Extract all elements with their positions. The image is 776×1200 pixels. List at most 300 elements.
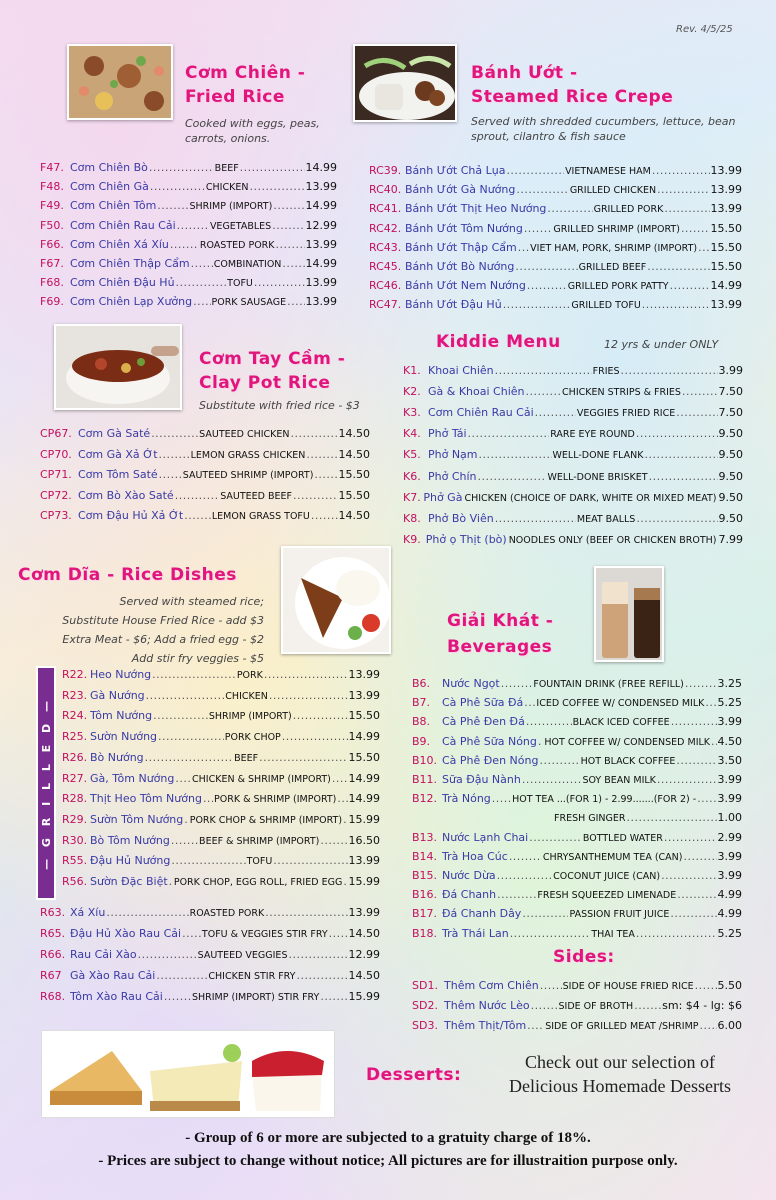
- claypot-desc: Substitute with fried rice - $3: [199, 399, 360, 412]
- menu-item-name: Nước Lạnh Chai: [442, 830, 529, 844]
- leader-dots: [291, 427, 338, 441]
- menu-item-code: F49.: [40, 199, 64, 213]
- leader-dots: [697, 792, 716, 806]
- leader-dots: [151, 427, 198, 441]
- menu-item-name: Thêm Thịt/Tôm: [444, 1019, 527, 1032]
- menu-item-row: [62, 689, 380, 704]
- leader-dots: [149, 161, 214, 175]
- leader-dots: [273, 854, 347, 868]
- menu-item-price: 12.99: [305, 218, 337, 232]
- leader-dots: [106, 906, 188, 920]
- menu-item-name: Cà Phê Sữa Nóng: [442, 734, 537, 748]
- menu-item-row: [40, 180, 337, 195]
- menu-item-row: [369, 183, 742, 198]
- menu-item-name: Bánh Ướt Bò Nướng: [405, 260, 515, 273]
- menu-item-price: 15.50: [710, 221, 743, 235]
- menu-item-code: B14.: [412, 849, 438, 863]
- leader-dots: [159, 448, 190, 462]
- menu-item-price: 15.50: [710, 260, 742, 273]
- leader-dots: [670, 279, 710, 293]
- menu-item-name: Thêm Cơm Chiên: [444, 979, 539, 992]
- rice-dishes-title: Cơm Dĩa - Rice Dishes: [18, 565, 237, 585]
- coffee-photo: [594, 566, 664, 662]
- menu-item-code: F48.: [40, 180, 64, 194]
- leader-dots: [621, 364, 718, 378]
- menu-item-name: Bò Nướng: [90, 750, 144, 764]
- menu-item-price: 12.99: [348, 948, 380, 961]
- leader-dots: [184, 509, 211, 523]
- menu-item-price: 15.50: [338, 488, 370, 502]
- menu-item-row: [412, 735, 742, 750]
- menu-item-description: VIETNAMESE HAM: [565, 166, 651, 177]
- menu-item-price: 9.50: [718, 511, 744, 525]
- menu-item-row: [412, 979, 742, 994]
- menu-item-name: Cơm Gà Saté: [78, 427, 151, 440]
- menu-item-code: RC45.: [369, 260, 402, 273]
- menu-item-description: COCONUT JUICE (CAN): [553, 871, 661, 882]
- menu-item-description: BOTTLED WATER: [582, 832, 663, 844]
- menu-item-row: [412, 999, 742, 1014]
- menu-item-price: 9.50: [718, 448, 744, 462]
- leader-dots: [265, 906, 347, 920]
- menu-item-price: 14.50: [338, 447, 371, 461]
- menu-item-price: 5.25: [717, 696, 743, 710]
- menu-item-name: Đá Chanh Dây: [442, 907, 522, 921]
- leader-dots: [510, 927, 591, 941]
- menu-item-code: F50.: [40, 218, 64, 232]
- leader-dots: [191, 257, 213, 271]
- leader-dots: [636, 927, 717, 941]
- menu-item-description: CHICKEN STRIPS & FRIES: [562, 387, 681, 399]
- menu-item-description: NOODLES ONLY (BEEF OR CHICKEN BROTH): [508, 534, 717, 546]
- claypot-title-en: Clay Pot Rice: [199, 373, 331, 393]
- leader-dots: [698, 241, 709, 255]
- menu-item-code: R66.: [40, 948, 66, 961]
- leader-dots: [249, 180, 304, 194]
- menu-item-code: SD2.: [412, 999, 438, 1012]
- rice-crepe-photo: [353, 44, 457, 122]
- menu-item-price: 3.99: [717, 715, 742, 729]
- menu-item-name: Đậu Hủ Nướng: [90, 854, 171, 868]
- menu-item-row: [62, 668, 380, 683]
- menu-item-description: VIET HAM, PORK, SHRIMP (IMPORT): [530, 242, 698, 254]
- leader-dots: [531, 999, 558, 1013]
- menu-item-row: [369, 164, 742, 179]
- menu-item-price: 9.50: [718, 427, 743, 441]
- rice-note-3: Extra Meat - $6; Add a fried egg - $2: [62, 633, 264, 646]
- leader-dots: [282, 257, 304, 271]
- menu-item-name: Tôm Nướng: [90, 709, 153, 723]
- menu-item-price: 14.50: [338, 427, 371, 440]
- footer-line-2: - Prices are subject to change without notice; All pictures are for illustraition purpose only.: [98, 1153, 678, 1169]
- menu-item-name: Nước Ngọt: [442, 677, 500, 690]
- leader-dots: [159, 468, 182, 482]
- menu-item-name: Sườn Đặc Biệt: [90, 875, 168, 888]
- menu-item-price: 13.99: [348, 668, 381, 681]
- beverages-title-en: Beverages: [447, 637, 553, 657]
- menu-item-code: R65.: [40, 927, 66, 940]
- menu-item-row: [403, 533, 743, 548]
- leader-dots: [516, 183, 568, 197]
- menu-item-name: Cơm Đậu Hủ Xả Ớt: [78, 509, 184, 522]
- menu-item-price: 9.50: [718, 490, 743, 504]
- menu-item-code: K3.: [403, 406, 421, 420]
- menu-item-name: Thêm Nước Lèo: [444, 999, 530, 1012]
- menu-item-description: GRILLED PORK PATTY: [567, 281, 669, 293]
- menu-item-description: BEEF: [214, 163, 239, 174]
- menu-item-name: Khoai Chiên: [428, 364, 494, 377]
- menu-item-price: 15.50: [348, 709, 380, 723]
- leader-dots: [671, 715, 717, 729]
- leader-dots: [526, 385, 562, 399]
- menu-item-row: [412, 773, 742, 788]
- leader-dots: [529, 831, 582, 845]
- kiddie-title: Kiddie Menu: [436, 332, 561, 352]
- leader-dots: [705, 696, 716, 710]
- leader-dots: [138, 948, 197, 962]
- menu-item-name: Trà Nóng: [442, 792, 491, 806]
- menu-item-name: Cơm Chiên Tôm: [70, 199, 157, 213]
- menu-item-code: RC39.: [369, 164, 402, 177]
- menu-item-row: [62, 772, 380, 787]
- rice-note-1: Served with steamed rice;: [119, 595, 264, 608]
- leader-dots: [636, 427, 718, 441]
- menu-item-description: SAUTEED SHRIMP (IMPORT): [182, 470, 314, 481]
- menu-item-row: [369, 260, 742, 275]
- leader-dots: [314, 468, 337, 482]
- leader-dots: [169, 875, 173, 889]
- leader-dots: [296, 969, 347, 983]
- leader-dots: [254, 276, 305, 290]
- menu-item-name: Bánh Ướt Nem Nướng: [405, 279, 526, 293]
- menu-item-name: Đậu Hủ Xào Rau Cải: [70, 927, 182, 940]
- menu-item-row: [62, 813, 380, 828]
- leader-dots: [182, 927, 201, 941]
- menu-item-code: B11.: [412, 773, 438, 786]
- menu-item-code: B10.: [412, 753, 438, 767]
- menu-item-row: [412, 792, 742, 807]
- menu-item-description: LEMON GRASS CHICKEN: [190, 449, 306, 461]
- crepe-title-vn: Bánh Ướt -: [471, 63, 578, 83]
- menu-item-code: R29.: [62, 812, 88, 826]
- menu-item-description: LEMON GRASS TOFU: [211, 511, 310, 522]
- leader-dots: [682, 385, 718, 399]
- leader-dots: [240, 161, 305, 175]
- leader-dots: [343, 813, 347, 827]
- grilled-label: — G R I L L E D —: [39, 696, 53, 870]
- menu-item-row: [403, 491, 743, 506]
- leader-dots: [700, 1019, 717, 1033]
- leader-dots: [203, 792, 213, 806]
- menu-item-row: [412, 677, 742, 692]
- leader-dots: [177, 219, 209, 233]
- leader-dots: [657, 773, 717, 787]
- menu-item-code: RC47.: [369, 298, 402, 312]
- desserts-line-2: Delicious Homemade Desserts: [509, 1076, 731, 1096]
- menu-item-name: Cà Phê Sữa Đá: [442, 696, 524, 710]
- menu-item-name: Bò Tôm Nướng: [90, 833, 170, 847]
- menu-item-description: ROASTED PORK: [199, 239, 275, 251]
- menu-item-price: 7.99: [718, 532, 743, 546]
- menu-item-name: Bánh Ướt Thịt Heo Nướng: [405, 202, 547, 216]
- menu-item-row: [40, 219, 337, 234]
- menu-item-name: Gà, Tôm Nướng: [90, 771, 175, 785]
- menu-item-row: [412, 888, 742, 903]
- menu-item-description: THAI TEA: [591, 928, 635, 940]
- menu-item-description: WELL-DONE BRISKET: [547, 471, 648, 483]
- leader-dots: [527, 279, 567, 293]
- leader-dots: [515, 260, 577, 274]
- menu-item-price: 3.99: [717, 792, 743, 806]
- leader-dots: [527, 1019, 544, 1033]
- menu-item-description: MEAT BALLS: [576, 513, 636, 525]
- menu-item-description: SAUTEED BEEF: [220, 490, 292, 502]
- menu-item-price: 13.99: [710, 183, 743, 197]
- menu-item-row: [62, 730, 380, 745]
- menu-item-description: VEGGIES FRIED RICE: [576, 408, 676, 420]
- menu-item-row: [40, 468, 370, 483]
- menu-item-price: 15.50: [348, 750, 381, 764]
- desserts-label: Desserts:: [366, 1065, 462, 1085]
- menu-item-row: [412, 715, 742, 730]
- menu-item-code: F67.: [40, 257, 64, 270]
- menu-item-description: HOT COFFEE W/ CONDENSED MILK: [544, 736, 711, 748]
- fried-rice-title-en: Fried Rice: [185, 87, 285, 107]
- menu-item-row: [369, 241, 742, 256]
- menu-item-code: B17.: [412, 907, 438, 921]
- leader-dots: [468, 427, 550, 441]
- menu-item-row: [40, 161, 337, 176]
- desserts-photo: [41, 1030, 335, 1118]
- menu-item-code: RC41.: [369, 202, 402, 216]
- leader-dots: [526, 715, 572, 729]
- leader-dots: [320, 834, 347, 848]
- menu-item-code: B18.: [412, 926, 438, 940]
- menu-item-code: R22.: [62, 668, 88, 681]
- menu-item-row: [40, 509, 370, 524]
- menu-item-price: 3.99: [718, 364, 743, 377]
- menu-item-name: Phở ọ Thịt (bò): [425, 532, 507, 546]
- menu-item-code: R30.: [62, 833, 88, 847]
- menu-item-name: Gà Xào Rau Cải: [70, 969, 156, 982]
- menu-item-description: HOT TEA ...(FOR 1) - 2.99.......(FOR 2) -: [512, 794, 697, 806]
- sides-title: Sides:: [553, 947, 615, 967]
- rice-dishes-notes: [0, 592, 264, 668]
- menu-item-name: Bánh Ướt Gà Nướng: [405, 183, 516, 197]
- leader-dots: [479, 448, 552, 462]
- leader-dots: [184, 813, 188, 827]
- menu-item-price: 14.99: [305, 161, 337, 174]
- leader-dots: [157, 199, 188, 213]
- menu-item-code: CP70.: [40, 447, 72, 461]
- menu-item-description: HOT BLACK COFFEE: [580, 755, 676, 767]
- leader-dots: [306, 448, 337, 462]
- menu-item-code: R25.: [62, 730, 88, 744]
- menu-item-code: K1.: [403, 364, 421, 377]
- menu-item-name: Phở Bò Viên: [428, 511, 494, 525]
- leader-dots: [547, 202, 592, 216]
- leader-dots: [320, 990, 347, 1004]
- leader-dots: [282, 730, 348, 744]
- menu-item-code: R68.: [40, 990, 66, 1003]
- menu-item-name: Sườn Nướng: [90, 730, 158, 744]
- menu-item-description: TOFU: [227, 278, 253, 290]
- menu-item-code: K7.: [403, 490, 421, 504]
- leader-dots: [685, 677, 717, 691]
- menu-item-row: [62, 854, 380, 869]
- menu-item-description: BEEF & SHRIMP (IMPORT): [199, 835, 320, 847]
- leader-dots: [677, 888, 716, 902]
- menu-item-price: 13.99: [710, 298, 743, 312]
- leader-dots: [670, 907, 716, 921]
- menu-item-code: R24.: [62, 709, 88, 723]
- menu-item-price: 14.99: [348, 792, 380, 806]
- menu-item-name: Cơm Chiên Bò: [70, 161, 148, 174]
- menu-item-name: Cơm Tôm Saté: [78, 468, 158, 481]
- menu-item-description: CHICKEN STIR FRY: [208, 971, 296, 982]
- menu-item-price: 7.50: [718, 385, 744, 399]
- menu-item-name: Cơm Bò Xào Saté: [78, 488, 174, 502]
- leader-dots: [170, 238, 199, 252]
- menu-item-row: [412, 831, 742, 846]
- menu-item-name: Gà & Khoai Chiên: [428, 385, 525, 399]
- menu-item-row: [40, 969, 380, 984]
- menu-item-name: Phở Chín: [428, 469, 477, 483]
- leader-dots: [684, 850, 717, 864]
- leader-dots: [492, 792, 511, 806]
- menu-item-code: F69.: [40, 295, 64, 309]
- leader-dots: [636, 512, 717, 526]
- leader-dots: [343, 875, 347, 889]
- menu-item-description: PORK CHOP & SHRIMP (IMPORT): [189, 814, 343, 826]
- menu-item-code: CP67.: [40, 427, 72, 440]
- menu-item-price: 13.99: [348, 906, 380, 919]
- menu-item-row: [40, 927, 380, 942]
- menu-item-row: [40, 948, 380, 963]
- menu-item-row: [62, 875, 380, 890]
- menu-item-name: Nước Dừa: [442, 869, 496, 882]
- menu-item-description: PORK SAUSAGE: [211, 297, 287, 309]
- menu-item-code: R27.: [62, 771, 88, 785]
- menu-item-row: [369, 202, 742, 217]
- menu-item-description: COMBINATION: [213, 259, 282, 270]
- menu-item-row: [412, 907, 742, 922]
- menu-item-code: F47.: [40, 161, 64, 174]
- menu-item-name: Tôm Xào Rau Cải: [70, 990, 163, 1003]
- menu-item-price: 4.99: [717, 888, 742, 902]
- menu-item-code: RC42.: [369, 221, 402, 235]
- menu-item-name: Cơm Chiên Gà: [70, 180, 149, 194]
- menu-item-name: Cơm Chiên Đậu Hủ: [70, 276, 175, 290]
- menu-item-row: [412, 811, 742, 826]
- menu-item-name: Bánh Ướt Chả Lụa: [405, 164, 506, 177]
- menu-item-row: [40, 448, 370, 463]
- menu-item-row: [40, 257, 337, 272]
- leader-dots: [506, 164, 564, 178]
- menu-item-code: K9.: [403, 532, 421, 546]
- menu-item-description: PORK CHOP, EGG ROLL, FRIED EGG: [173, 877, 343, 888]
- leader-dots: [634, 999, 661, 1013]
- menu-item-name: Cơm Chiên Rau Cải: [70, 218, 176, 232]
- menu-item-description: VEGETABLES: [209, 220, 272, 232]
- rice-note-2: Substitute House Fried Rice - add $3: [62, 614, 264, 627]
- menu-item-name: Cơm Gà Xả Ớt: [78, 447, 158, 461]
- menu-item-code: CP72.: [40, 488, 72, 502]
- menu-item-row: [62, 709, 380, 724]
- menu-item-price: 13.99: [305, 295, 338, 309]
- leader-dots: [478, 470, 547, 484]
- leader-dots: [150, 180, 205, 194]
- menu-item-description: GRILLED SHRIMP (IMPORT): [553, 223, 680, 235]
- leader-dots: [642, 298, 710, 312]
- menu-item-code: B12.: [412, 792, 438, 806]
- leader-dots: [695, 979, 717, 993]
- menu-item-code: K2.: [403, 385, 421, 399]
- menu-item-row: [403, 448, 743, 463]
- leader-dots: [311, 509, 338, 523]
- menu-item-description: ROASTED PORK: [189, 908, 265, 919]
- menu-item-name: Heo Nướng: [90, 668, 152, 681]
- menu-item-code: B6.: [412, 677, 431, 690]
- menu-item-name: Sữa Đậu Nành: [442, 773, 521, 786]
- menu-item-name: Phở Nạm: [428, 448, 478, 462]
- kiddie-note: 12 yrs & under ONLY: [604, 338, 719, 351]
- menu-item-name: Bánh Ướt Thập Cẩm: [405, 240, 517, 254]
- crepe-title-en: Steamed Rice Crepe: [471, 87, 674, 107]
- leader-dots: [152, 668, 236, 682]
- menu-item-description: SIDE OF BROTH: [558, 1001, 634, 1012]
- menu-item-price: 13.99: [305, 276, 337, 290]
- menu-item-row: [62, 792, 380, 807]
- leader-dots: [676, 406, 717, 420]
- menu-item-price: 15.50: [710, 240, 743, 254]
- leader-dots: [264, 668, 348, 682]
- rice-dish-photo: [281, 546, 391, 654]
- clay-pot-photo: [54, 324, 182, 410]
- menu-item-description: GRILLED PORK: [593, 204, 664, 216]
- leader-dots: [538, 735, 543, 749]
- leader-dots: [676, 754, 716, 768]
- leader-dots: [171, 854, 245, 868]
- menu-item-price: 4.50: [717, 734, 742, 748]
- leader-dots: [272, 219, 304, 233]
- leader-dots: [269, 689, 348, 703]
- menu-item-price: 5.25: [717, 926, 743, 940]
- leader-dots: [645, 448, 718, 462]
- menu-item-description: SHRIMP (IMPORT): [189, 201, 273, 213]
- menu-item-name: Sườn Tôm Nướng: [90, 812, 184, 826]
- menu-item-price: 3.50: [717, 753, 743, 767]
- menu-item-price: 15.99: [348, 812, 381, 826]
- menu-item-row: [62, 834, 380, 849]
- menu-item-description: GRILLED CHICKEN: [569, 185, 657, 197]
- menu-item-code: R63.: [40, 906, 66, 919]
- leader-dots: [497, 888, 536, 902]
- menu-item-name: Đá Chanh: [442, 888, 497, 902]
- fried-rice-photo: [67, 44, 173, 120]
- menu-item-description: CHICKEN (CHOICE OF DARK, WHITE OR MIXED MEAT): [464, 492, 717, 504]
- menu-item-code: R26.: [62, 750, 88, 764]
- leader-dots: [145, 751, 233, 765]
- menu-item-price: 2.99: [717, 830, 742, 844]
- menu-item-description: ICED COFFEE W/ CONDENSED MILK: [536, 698, 705, 710]
- menu-item-code: R55.: [62, 854, 88, 868]
- menu-item-row: [412, 869, 742, 884]
- menu-item-price: 14.50: [348, 969, 381, 982]
- leader-dots: [661, 869, 716, 883]
- menu-item-description: GRILLED TOFU: [571, 300, 641, 312]
- menu-item-description: CHICKEN & SHRIMP (IMPORT): [192, 773, 331, 785]
